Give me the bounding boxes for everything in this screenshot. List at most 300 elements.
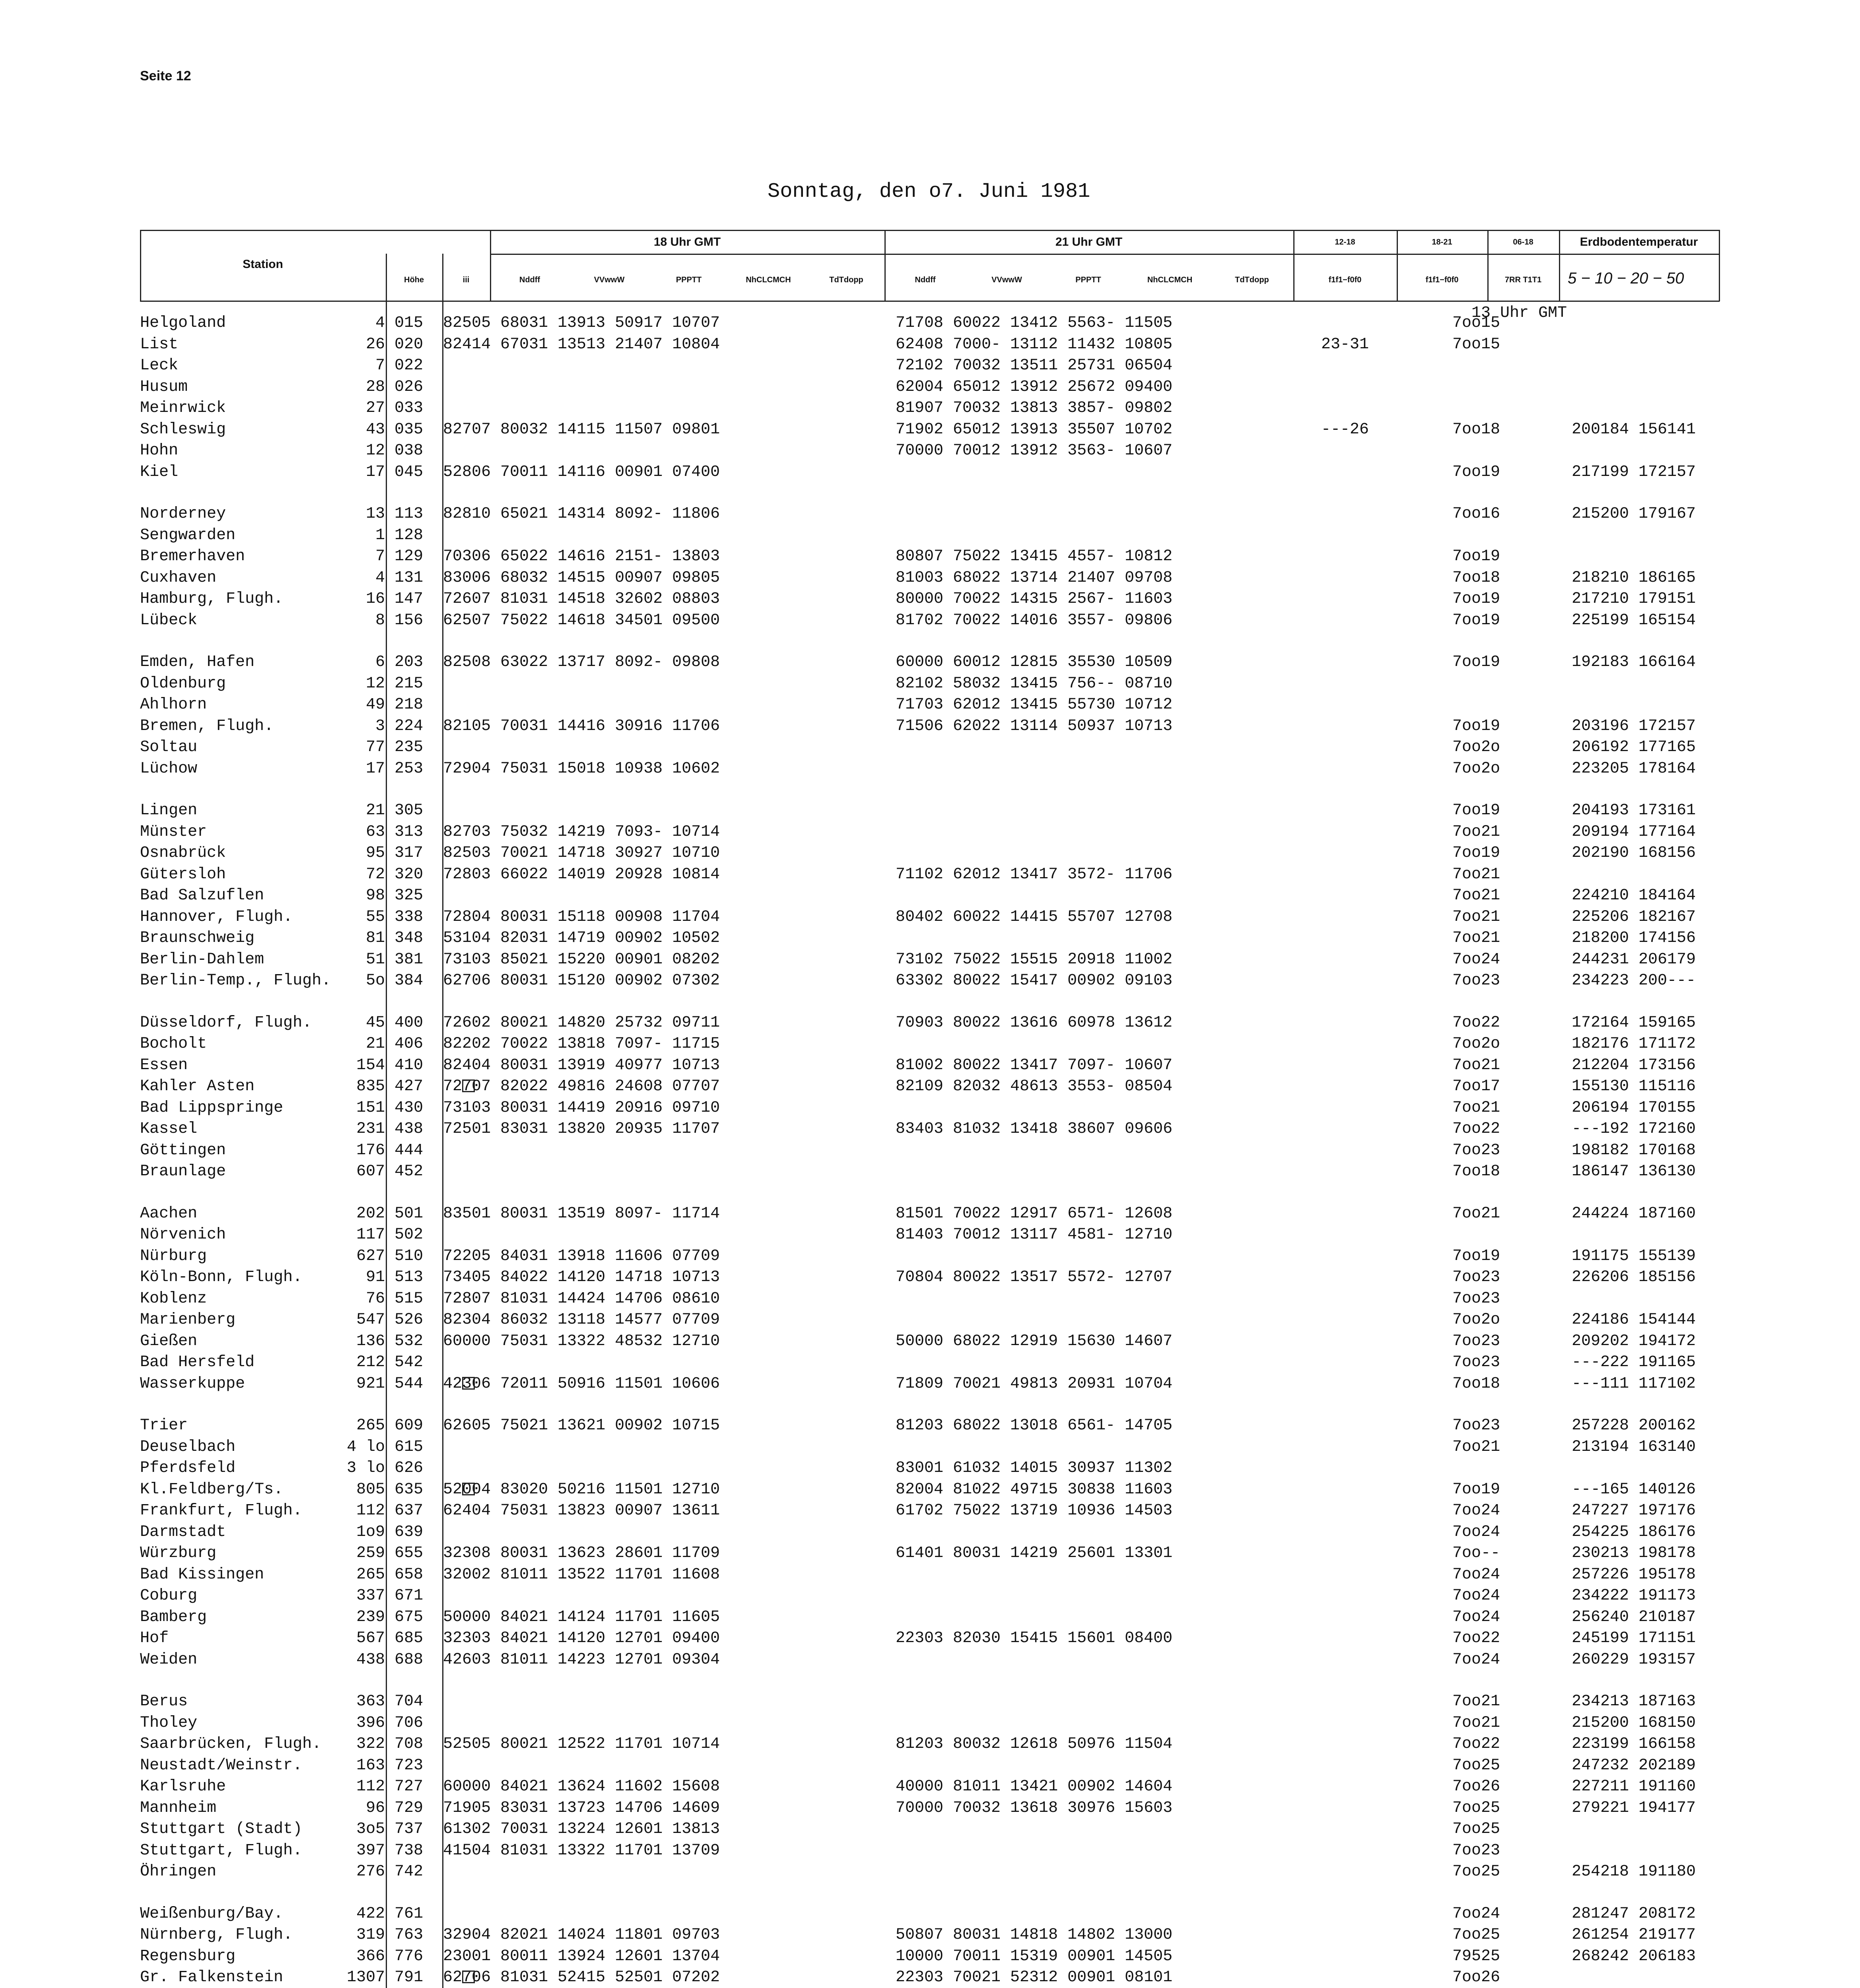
obs-21utc: 82102 58032 13415 756-- 08710 <box>896 674 1173 693</box>
header-g1-col2: VVwwW <box>594 276 625 284</box>
value-12-18: ---26 <box>1321 420 1369 439</box>
station-height: 1 <box>375 526 385 544</box>
page-title: Sonntag, den o7. Juni 1981 <box>768 180 1090 203</box>
table-row <box>140 907 1731 928</box>
station-height: 13 <box>365 505 385 523</box>
station-name: Kl.Feldberg/Ts. <box>140 1480 284 1499</box>
station-iii: 410 <box>395 1056 424 1074</box>
obs-18utc: 42306 72011 50916 11501 10606 <box>443 1375 720 1393</box>
station-height: 547 <box>356 1311 385 1329</box>
header-g2-col2: VVwwW <box>991 276 1022 284</box>
station-name: Hamburg, Flugh. <box>140 590 284 608</box>
header-soil-temp: Erdbodentemperatur <box>1580 235 1698 248</box>
value-06-18: 7oo24 <box>1452 1587 1500 1605</box>
station-group <box>140 800 1731 992</box>
table-row <box>140 1798 1731 1819</box>
soil-temperature: 226206 185156 <box>1572 1268 1696 1286</box>
station-iii: 515 <box>395 1289 424 1308</box>
header-06-18: 06-18 <box>1513 238 1533 247</box>
obs-18utc: 62706 80031 15120 00902 07302 <box>443 972 720 990</box>
station-iii: 761 <box>395 1905 424 1923</box>
station-name: Ahlhorn <box>140 696 207 714</box>
station-height: 3o5 <box>356 1820 385 1838</box>
station-iii: 026 <box>395 378 424 396</box>
value-06-18: 7oo19 <box>1452 590 1500 608</box>
soil-temperature: 281247 208172 <box>1572 1905 1696 1923</box>
station-iii: 639 <box>395 1523 424 1541</box>
station-name: Helgoland <box>140 314 226 332</box>
soil-temperature: 247232 202189 <box>1572 1756 1696 1774</box>
table-row <box>140 1161 1731 1182</box>
table-row <box>140 1967 1731 1988</box>
table-row <box>140 1373 1731 1395</box>
table-row <box>140 1924 1731 1946</box>
station-iii: 400 <box>395 1013 424 1032</box>
station-iii: 338 <box>395 908 424 926</box>
station-name: Hof <box>140 1629 169 1647</box>
station-height: 567 <box>356 1629 385 1647</box>
utc-note: 13 Uhr GMT <box>1471 304 1567 322</box>
station-group <box>140 503 1731 631</box>
station-group <box>140 1903 1731 1988</box>
header-12-18-col: f1f1−f0f0 <box>1328 276 1362 284</box>
soil-temperature: 203196 172157 <box>1572 717 1696 735</box>
station-height: 265 <box>356 1565 385 1584</box>
station-iii: 022 <box>395 357 424 375</box>
station-name: Gütersloh <box>140 865 226 883</box>
header-g1-col5: TdTdopp <box>829 276 863 284</box>
header-g1-col4: NhCLCMCH <box>746 276 791 284</box>
soil-temperature: 192183 166164 <box>1572 653 1696 671</box>
station-name: Nürnberg, Flugh. <box>140 1926 293 1944</box>
station-iii: 637 <box>395 1502 424 1520</box>
soil-temperature: 230213 198178 <box>1572 1544 1696 1562</box>
station-height: 265 <box>356 1417 385 1435</box>
station-name: Sengwarden <box>140 526 236 544</box>
station-height: 259 <box>356 1544 385 1562</box>
station-iii: 723 <box>395 1756 424 1774</box>
obs-18utc: 52004 83020 50216 11501 12710 <box>443 1480 720 1499</box>
station-name: Emden, Hafen <box>140 653 255 671</box>
table-row <box>140 737 1731 758</box>
table-row <box>140 1946 1731 1967</box>
station-group <box>140 1415 1731 1670</box>
value-06-18: 7oo2o <box>1452 1311 1500 1329</box>
station-name: Gießen <box>140 1332 198 1350</box>
station-name: Braunlage <box>140 1163 226 1180</box>
station-height: 396 <box>356 1714 385 1732</box>
soil-temperature: 209194 177164 <box>1572 823 1696 841</box>
value-06-18: 7oo19 <box>1452 547 1500 565</box>
station-height: 921 <box>356 1375 385 1393</box>
soil-temperature: 191175 155139 <box>1572 1247 1696 1265</box>
station-height: 49 <box>365 696 385 714</box>
station-iii: 742 <box>395 1863 424 1881</box>
soil-temperature: 225199 165154 <box>1572 611 1696 629</box>
obs-18utc: 60000 75031 13322 48532 12710 <box>443 1332 720 1350</box>
station-iii: 235 <box>395 738 424 756</box>
station-iii: 253 <box>395 759 424 778</box>
box-icon <box>462 1479 474 1501</box>
station-name: Lingen <box>140 802 198 819</box>
station-name: Braunschweig <box>140 929 255 947</box>
header-g2-col4: NhCLCMCH <box>1147 276 1193 284</box>
table-row <box>140 652 1731 673</box>
value-06-18: 7oo24 <box>1452 950 1500 969</box>
station-iii: 313 <box>395 823 424 841</box>
obs-18utc: 82810 65021 14314 8092- 11806 <box>443 505 720 523</box>
station-iii: 737 <box>395 1820 424 1838</box>
obs-18utc: 82414 67031 13513 21407 10804 <box>443 335 720 353</box>
station-height: 51 <box>365 950 385 969</box>
value-06-18: 7oo22 <box>1452 1735 1500 1753</box>
station-iii: 033 <box>395 399 424 417</box>
station-height: 81 <box>365 929 385 947</box>
obs-21utc: 70000 70012 13912 3563- 10607 <box>896 442 1173 460</box>
header-g1-col3: PPPTT <box>676 276 702 284</box>
table-row <box>140 1607 1731 1628</box>
station-name: Regensburg <box>140 1947 236 1965</box>
obs-18utc: 72803 66022 14019 20928 10814 <box>443 865 720 883</box>
station-name: Bad Salzuflen <box>140 887 264 905</box>
value-06-18: 7oo21 <box>1452 1204 1500 1223</box>
value-06-18: 7oo15 <box>1452 314 1500 332</box>
value-06-18: 79525 <box>1452 1947 1500 1965</box>
obs-21utc: 80807 75022 13415 4557- 10812 <box>896 547 1173 565</box>
soil-temperature: 234222 191173 <box>1572 1587 1696 1605</box>
table-row <box>140 1712 1731 1734</box>
station-iii: 776 <box>395 1947 424 1965</box>
obs-21utc: 81403 70012 13117 4581- 12710 <box>896 1226 1173 1244</box>
station-height: 76 <box>365 1289 385 1308</box>
header-12-18: 12-18 <box>1335 238 1355 247</box>
obs-21utc: 22303 70021 52312 00901 08101 <box>896 1969 1173 1986</box>
obs-21utc: 81002 80022 13417 7097- 10607 <box>896 1056 1173 1074</box>
obs-18utc: 32002 81011 13522 11701 11608 <box>443 1565 720 1584</box>
station-height: 835 <box>356 1077 385 1095</box>
value-06-18: 7oo22 <box>1452 1120 1500 1138</box>
station-name: Mannheim <box>140 1799 217 1817</box>
table-row <box>140 355 1731 377</box>
station-name: Bremerhaven <box>140 547 245 565</box>
station-iii: 430 <box>395 1099 424 1117</box>
obs-21utc: 62408 7000- 13112 11432 10805 <box>896 335 1173 353</box>
soil-temperature: 254218 191180 <box>1572 1863 1696 1881</box>
value-06-18: 7oo21 <box>1452 929 1500 947</box>
obs-21utc: 70000 70032 13618 30976 15603 <box>896 1799 1173 1817</box>
station-name: List <box>140 335 179 353</box>
table-row <box>140 716 1731 737</box>
station-iii: 501 <box>395 1204 424 1223</box>
station-iii: 763 <box>395 1926 424 1944</box>
soil-temperature: 206192 177165 <box>1572 738 1696 756</box>
station-name: Trier <box>140 1417 188 1435</box>
station-iii: 708 <box>395 1735 424 1753</box>
obs-18utc: 83501 80031 13519 8097- 11714 <box>443 1204 720 1223</box>
box-icon <box>462 1373 474 1395</box>
station-iii: 704 <box>395 1693 424 1710</box>
table-row <box>140 1734 1731 1755</box>
station-iii: 791 <box>395 1969 424 1986</box>
station-height: 337 <box>356 1587 385 1605</box>
header-g2-col5: TdTdopp <box>1235 276 1269 284</box>
station-height: 17 <box>365 759 385 778</box>
soil-temperature: 215200 168150 <box>1572 1714 1696 1732</box>
station-name: Husum <box>140 378 188 396</box>
value-06-18: 7oo26 <box>1452 1778 1500 1796</box>
value-06-18: 7oo19 <box>1452 1480 1500 1499</box>
station-name: Kassel <box>140 1120 198 1138</box>
table-row <box>140 1776 1731 1798</box>
station-name: Bad Hersfeld <box>140 1353 255 1371</box>
value-06-18: 7oo22 <box>1452 1629 1500 1647</box>
station-name: Marienberg <box>140 1311 236 1329</box>
header-iii: iii <box>463 276 470 284</box>
soil-temperature: 257228 200162 <box>1572 1417 1696 1435</box>
table-row <box>140 1500 1731 1522</box>
station-height: 63 <box>365 823 385 841</box>
station-name: Stuttgart (Stadt) <box>140 1820 303 1838</box>
table-row <box>140 1458 1731 1479</box>
station-height: 6 <box>375 653 385 671</box>
station-iii: 038 <box>395 442 424 460</box>
table-row <box>140 673 1731 695</box>
value-06-18: 7oo25 <box>1452 1799 1500 1817</box>
box-icon <box>462 1076 474 1097</box>
obs-18utc: 50000 84021 14124 11701 11605 <box>443 1608 720 1626</box>
station-height: 212 <box>356 1353 385 1371</box>
station-name: Aachen <box>140 1204 198 1223</box>
value-06-18: 7oo23 <box>1452 1141 1500 1159</box>
obs-18utc: 73405 84022 14120 14718 10713 <box>443 1268 720 1286</box>
table-row <box>140 1118 1731 1140</box>
station-height: 438 <box>356 1650 385 1669</box>
table-row <box>140 1755 1731 1776</box>
station-name: Würzburg <box>140 1544 217 1562</box>
station-height: 98 <box>365 887 385 905</box>
value-06-18: 7oo24 <box>1452 1565 1500 1584</box>
value-06-18: 7oo21 <box>1452 887 1500 905</box>
soil-temperature: 268242 206183 <box>1572 1947 1696 1965</box>
station-name: Koblenz <box>140 1289 207 1308</box>
header-soil-depths: 5 − 10 − 20 − 50 <box>1568 270 1684 287</box>
station-name: Leck <box>140 357 179 375</box>
station-name: Oldenburg <box>140 674 226 693</box>
station-iii: 444 <box>395 1141 424 1159</box>
obs-21utc: 71102 62012 13417 3572- 11706 <box>896 865 1173 883</box>
value-06-18: 7oo2o <box>1452 738 1500 756</box>
station-name: Berus <box>140 1693 188 1710</box>
table-row <box>140 610 1731 631</box>
station-name: Köln-Bonn, Flugh. <box>140 1268 303 1286</box>
table-row <box>140 928 1731 949</box>
value-06-18: 7oo21 <box>1452 865 1500 883</box>
table-row <box>140 1861 1731 1883</box>
box-icon <box>462 1967 474 1988</box>
station-height: 363 <box>356 1693 385 1710</box>
soil-temperature: 215200 179167 <box>1572 505 1696 523</box>
value-06-18: 7oo17 <box>1452 1077 1500 1095</box>
header-18utc: 18 Uhr GMT <box>653 235 721 248</box>
table-row <box>140 462 1731 483</box>
station-height: 26 <box>365 335 385 353</box>
obs-18utc: 71905 83031 13723 14706 14609 <box>443 1799 720 1817</box>
value-06-18: 7oo24 <box>1452 1905 1500 1923</box>
obs-18utc: 72807 81031 14424 14706 08610 <box>443 1289 720 1308</box>
station-name: Düsseldorf, Flugh. <box>140 1013 312 1032</box>
soil-temperature: 202190 168156 <box>1572 844 1696 862</box>
value-06-18: 7oo25 <box>1452 1820 1500 1838</box>
station-iii: 544 <box>395 1375 424 1393</box>
station-height: 55 <box>365 908 385 926</box>
obs-21utc: 71506 62022 13114 50937 10713 <box>896 717 1173 735</box>
value-06-18: 7oo21 <box>1452 1714 1500 1732</box>
soil-temperature: 234223 200--- <box>1572 972 1696 990</box>
soil-temperature: 182176 171172 <box>1572 1035 1696 1053</box>
station-iii: 655 <box>395 1544 424 1562</box>
obs-18utc: 32904 82021 14024 11801 09703 <box>443 1926 720 1944</box>
table-row <box>140 503 1731 525</box>
station-height: 3 lo <box>347 1459 385 1477</box>
soil-temperature: ---111 117102 <box>1572 1375 1696 1393</box>
obs-18utc: 62605 75021 13621 00902 10715 <box>443 1417 720 1435</box>
table-row <box>140 864 1731 885</box>
station-iii: 215 <box>395 674 424 693</box>
station-iii: 147 <box>395 590 424 608</box>
soil-temperature: 257226 195178 <box>1572 1565 1696 1584</box>
obs-18utc: 72904 75031 15018 10938 10602 <box>443 759 720 778</box>
header-21utc: 21 Uhr GMT <box>1055 235 1123 248</box>
obs-21utc: 70804 80022 13517 5572- 12707 <box>896 1268 1173 1286</box>
obs-18utc: 82508 63022 13717 8092- 09808 <box>443 653 720 671</box>
soil-temperature: 218200 174156 <box>1572 929 1696 947</box>
station-height: 176 <box>356 1141 385 1159</box>
table-row <box>140 1691 1731 1712</box>
station-name: Öhringen <box>140 1863 217 1881</box>
station-iii: 729 <box>395 1799 424 1817</box>
station-iii: 427 <box>395 1077 424 1095</box>
station-iii: 532 <box>395 1332 424 1350</box>
station-name: Berlin-Temp., Flugh. <box>140 972 331 990</box>
obs-21utc: 71809 70021 49813 20931 10704 <box>896 1375 1173 1393</box>
value-06-18: 7oo22 <box>1452 1013 1500 1032</box>
table-row <box>140 1246 1731 1267</box>
soil-temperature: 225206 182167 <box>1572 908 1696 926</box>
station-height: 422 <box>356 1905 385 1923</box>
station-name: Kahler Asten <box>140 1077 255 1095</box>
table-row <box>140 1097 1731 1119</box>
station-iii: 045 <box>395 463 424 481</box>
value-06-18: 7oo24 <box>1452 1608 1500 1626</box>
obs-21utc: 72102 70032 13511 25731 06504 <box>896 357 1173 375</box>
obs-18utc: 42603 81011 14223 12701 09304 <box>443 1650 720 1669</box>
value-06-18: 7oo16 <box>1452 505 1500 523</box>
station-height: 43 <box>365 420 385 439</box>
soil-temperature: 217210 179151 <box>1572 590 1696 608</box>
obs-18utc: 53104 82031 14719 00902 10502 <box>443 929 720 947</box>
station-iii: 305 <box>395 802 424 819</box>
station-name: Bamberg <box>140 1608 207 1626</box>
table-row <box>140 1033 1731 1055</box>
header-g2-col3: PPPTT <box>1075 276 1101 284</box>
value-06-18: 7oo25 <box>1452 1926 1500 1944</box>
station-height: 12 <box>365 442 385 460</box>
obs-18utc: 23001 80011 13924 12601 13704 <box>443 1947 720 1965</box>
obs-18utc: 72602 80021 14820 25732 09711 <box>443 1013 720 1032</box>
station-iii: 615 <box>395 1438 424 1456</box>
table-row <box>140 1479 1731 1501</box>
station-name: Bad Lippspringe <box>140 1099 284 1117</box>
station-height: 96 <box>365 1799 385 1817</box>
station-group <box>140 313 1731 483</box>
obs-18utc: 62404 75031 13823 00907 13611 <box>443 1502 720 1520</box>
obs-21utc: 50807 80031 14818 14802 13000 <box>896 1926 1173 1944</box>
station-height: 4 lo <box>347 1438 385 1456</box>
station-name: Neustadt/Weinstr. <box>140 1756 303 1774</box>
obs-21utc: 80000 70022 14315 2567- 11603 <box>896 590 1173 608</box>
obs-21utc: 40000 81011 13421 00902 14604 <box>896 1778 1173 1796</box>
station-name: Münster <box>140 823 207 841</box>
table-row <box>140 843 1731 864</box>
obs-21utc: 83403 81032 13418 38607 09606 <box>896 1120 1173 1138</box>
station-name: Göttingen <box>140 1141 226 1159</box>
obs-18utc: 72205 84031 13918 11606 07709 <box>443 1247 720 1265</box>
table-row <box>140 1628 1731 1649</box>
table-row <box>140 440 1731 462</box>
station-name: Weiden <box>140 1650 198 1669</box>
obs-21utc: 61401 80031 14219 25601 13301 <box>896 1544 1173 1562</box>
soil-temperature: 212204 173156 <box>1572 1056 1696 1074</box>
station-height: 202 <box>356 1204 385 1223</box>
obs-21utc: 82004 81022 49715 30838 11603 <box>896 1480 1173 1499</box>
table-row <box>140 758 1731 780</box>
obs-18utc: 82703 75032 14219 7093- 10714 <box>443 823 720 841</box>
station-iii: 685 <box>395 1629 424 1647</box>
obs-18utc: 62706 81031 52415 52501 07202 <box>443 1969 720 1986</box>
soil-temperature: 244231 206179 <box>1572 950 1696 969</box>
station-name: Soltau <box>140 738 198 756</box>
obs-18utc: 73103 80031 14419 20916 09710 <box>443 1099 720 1117</box>
station-height: 1o9 <box>356 1523 385 1541</box>
table-header <box>140 230 1720 301</box>
obs-21utc: 82109 82032 48613 3553- 08504 <box>896 1077 1173 1095</box>
value-06-18: 7oo24 <box>1452 1650 1500 1669</box>
table-row <box>140 1331 1731 1352</box>
soil-temperature: ---192 172160 <box>1572 1120 1696 1138</box>
station-iii: 129 <box>395 547 424 565</box>
value-06-18: 7oo21 <box>1452 1693 1500 1710</box>
station-height: 117 <box>356 1226 385 1244</box>
value-06-18: 7oo18 <box>1452 1375 1500 1393</box>
station-table <box>140 313 1731 1988</box>
station-name: Gr. Falkenstein <box>140 1969 284 1986</box>
obs-18utc: 72607 81031 14518 32602 08803 <box>443 590 720 608</box>
table-row <box>140 525 1731 546</box>
station-iii: 381 <box>395 950 424 969</box>
station-name: Cuxhaven <box>140 569 217 587</box>
station-height: 112 <box>356 1502 385 1520</box>
obs-18utc: 82503 70021 14718 30927 10710 <box>443 844 720 862</box>
station-height: 21 <box>365 1035 385 1053</box>
obs-21utc: 81501 70022 12917 6571- 12608 <box>896 1204 1173 1223</box>
obs-21utc: 81702 70022 14016 3557- 09806 <box>896 611 1173 629</box>
table-row <box>140 377 1731 398</box>
table-row <box>140 1585 1731 1607</box>
station-group <box>140 652 1731 779</box>
station-iii: 513 <box>395 1268 424 1286</box>
obs-18utc: 72804 80031 15118 00908 11704 <box>443 908 720 926</box>
table-row <box>140 800 1731 821</box>
